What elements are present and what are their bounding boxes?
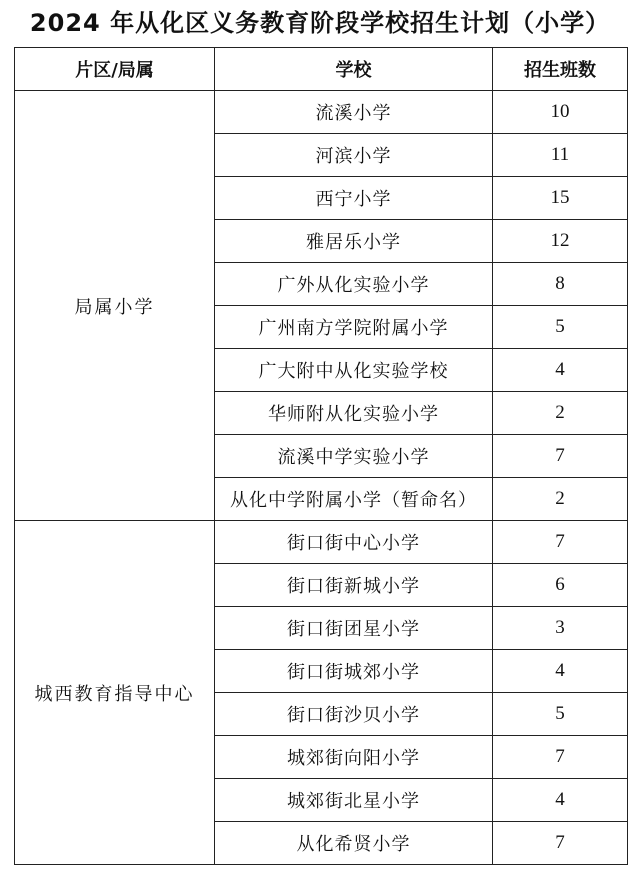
school-cell: 街口街城郊小学: [215, 650, 493, 693]
header-school: 学校: [215, 48, 493, 91]
classes-cell: 7: [493, 736, 628, 779]
classes-cell: 12: [493, 220, 628, 263]
classes-cell: 5: [493, 306, 628, 349]
classes-cell: 7: [493, 822, 628, 865]
classes-cell: 4: [493, 349, 628, 392]
school-cell: 广外从化实验小学: [215, 263, 493, 306]
school-cell: 广州南方学院附属小学: [215, 306, 493, 349]
enrollment-table: [14, 47, 628, 865]
page-title: 2024 年从化区义务教育阶段学校招生计划（小学）: [29, 9, 611, 37]
school-cell: 流溪小学: [215, 91, 493, 134]
school-cell: 广大附中从化实验学校: [215, 349, 493, 392]
classes-cell: 8: [493, 263, 628, 306]
school-cell: 城郊街北星小学: [215, 779, 493, 822]
school-cell: 从化希贤小学: [215, 822, 493, 865]
classes-cell: 7: [493, 521, 628, 564]
table-body: [15, 91, 628, 865]
school-cell: 街口街新城小学: [215, 564, 493, 607]
classes-cell: 11: [493, 134, 628, 177]
district-cell: 局属小学: [15, 91, 215, 521]
table-row: [15, 521, 628, 564]
school-cell: 流溪中学实验小学: [215, 435, 493, 478]
classes-cell: 15: [493, 177, 628, 220]
school-cell: 街口街沙贝小学: [215, 693, 493, 736]
district-cell: 城西教育指导中心: [15, 521, 215, 865]
school-cell: 街口街团星小学: [215, 607, 493, 650]
school-cell: 从化中学附属小学（暂命名）: [215, 478, 493, 521]
school-cell: 雅居乐小学: [215, 220, 493, 263]
school-cell: 西宁小学: [215, 177, 493, 220]
classes-cell: 4: [493, 650, 628, 693]
table-header-row: [15, 48, 628, 91]
school-cell: 城郊街向阳小学: [215, 736, 493, 779]
classes-cell: 2: [493, 478, 628, 521]
school-cell: 河滨小学: [215, 134, 493, 177]
classes-cell: 6: [493, 564, 628, 607]
table-row: [15, 91, 628, 134]
school-cell: 华师附从化实验小学: [215, 392, 493, 435]
classes-cell: 10: [493, 91, 628, 134]
classes-cell: 2: [493, 392, 628, 435]
school-cell: 街口街中心小学: [215, 521, 493, 564]
classes-cell: 4: [493, 779, 628, 822]
classes-cell: 3: [493, 607, 628, 650]
header-classes: 招生班数: [493, 48, 628, 91]
header-district: 片区/局属: [15, 48, 215, 91]
classes-cell: 5: [493, 693, 628, 736]
classes-cell: 7: [493, 435, 628, 478]
